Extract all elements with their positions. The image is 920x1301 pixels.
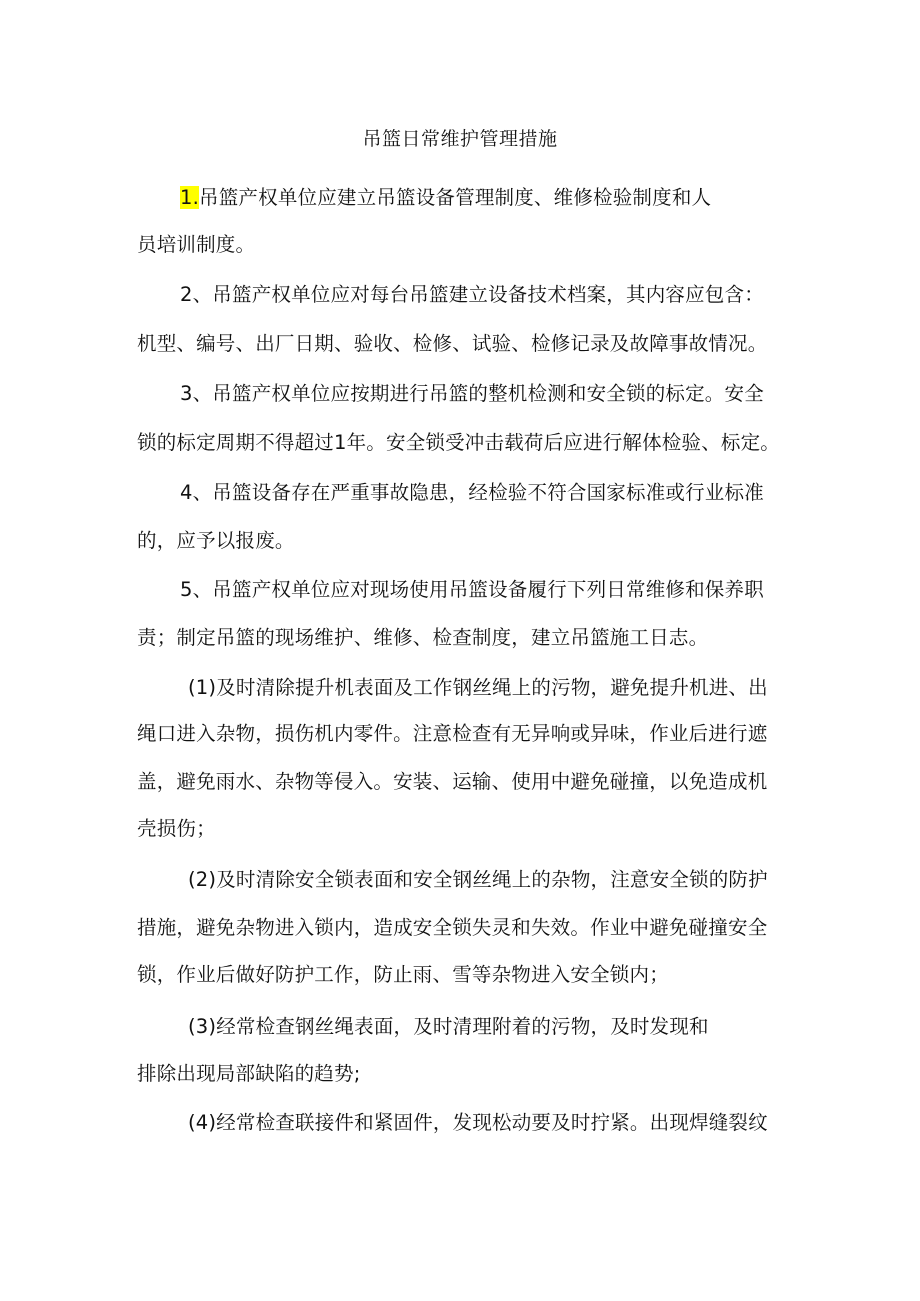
item-3-line-1: (3)经常检查钢丝绳表面，及时清理附着的污物，及时发现和 bbox=[188, 1015, 709, 1038]
document-title: 吊篮日常维护管理措施 bbox=[362, 128, 558, 150]
item-1-line-1: (1)及时清除提升机表面及工作钢丝绳上的污物，避免提升机进、出 bbox=[188, 676, 768, 699]
paragraph-4-line-1: 4、吊篮设备存在严重事故隐患，经检验不符合国家标准或行业标准 bbox=[180, 481, 764, 504]
paragraph-1-line-2: 员培训制度。 bbox=[137, 233, 256, 256]
paragraph-5-line-2: 责；制定吊篮的现场维护、维修、检查制度，建立吊篮施工日志。 bbox=[137, 626, 709, 649]
item-1-line-2: 绳口进入杂物，损伤机内零件。注意检查有无异响或异味，作业后进行遮 bbox=[137, 722, 768, 745]
item-2-line-3: 锁，作业后做好防护工作，防止雨、雪等杂物进入安全锁内； bbox=[137, 963, 669, 986]
item-2-line-2: 措施，避免杂物进入锁内，造成安全锁失灵和失效。作业中避免碰撞安全 bbox=[137, 916, 768, 939]
highlighted-number: 1. bbox=[180, 186, 200, 209]
item-2-line-1: (2)及时清除安全锁表面和安全钢丝绳上的杂物，注意安全锁的防护 bbox=[188, 868, 768, 891]
paragraph-2-line-2: 机型、编号、出厂日期、验收、检修、试验、检修记录及故障事故情况。 bbox=[137, 332, 768, 355]
paragraph-3-line-1: 3、吊篮产权单位应按期进行吊篮的整机检测和安全锁的标定。安全 bbox=[180, 382, 764, 405]
paragraph-3-line-2: 锁的标定周期不得超过1年。安全锁受冲击载荷后应进行解体检验、标定。 bbox=[137, 431, 781, 454]
paragraph-4-line-2: 的，应予以报废。 bbox=[137, 529, 295, 552]
item-3-line-2: 排除出现局部缺陷的趋势; bbox=[137, 1062, 361, 1085]
item-1-line-3: 盖，避免雨水、杂物等侵入。安装、运输、使用中避免碰撞，以免造成机 bbox=[137, 770, 768, 793]
line-text: 吊篮产权单位应建立吊篮设备管理制度、维修检验制度和人 bbox=[199, 186, 712, 209]
item-1-line-4: 壳损伤； bbox=[137, 817, 216, 840]
paragraph-5-line-1: 5、吊篮产权单位应对现场使用吊篮设备履行下列日常维修和保养职 bbox=[180, 578, 764, 601]
paragraph-2-line-1: 2、吊篮产权单位应对每台吊篮建立设备技术档案，其内容应包含： bbox=[180, 283, 764, 306]
paragraph-1-line-1 bbox=[180, 184, 711, 212]
item-4-line-1: (4)经常检查联接件和紧固件，发现松动要及时拧紧。出现焊缝裂纹 bbox=[188, 1111, 768, 1134]
